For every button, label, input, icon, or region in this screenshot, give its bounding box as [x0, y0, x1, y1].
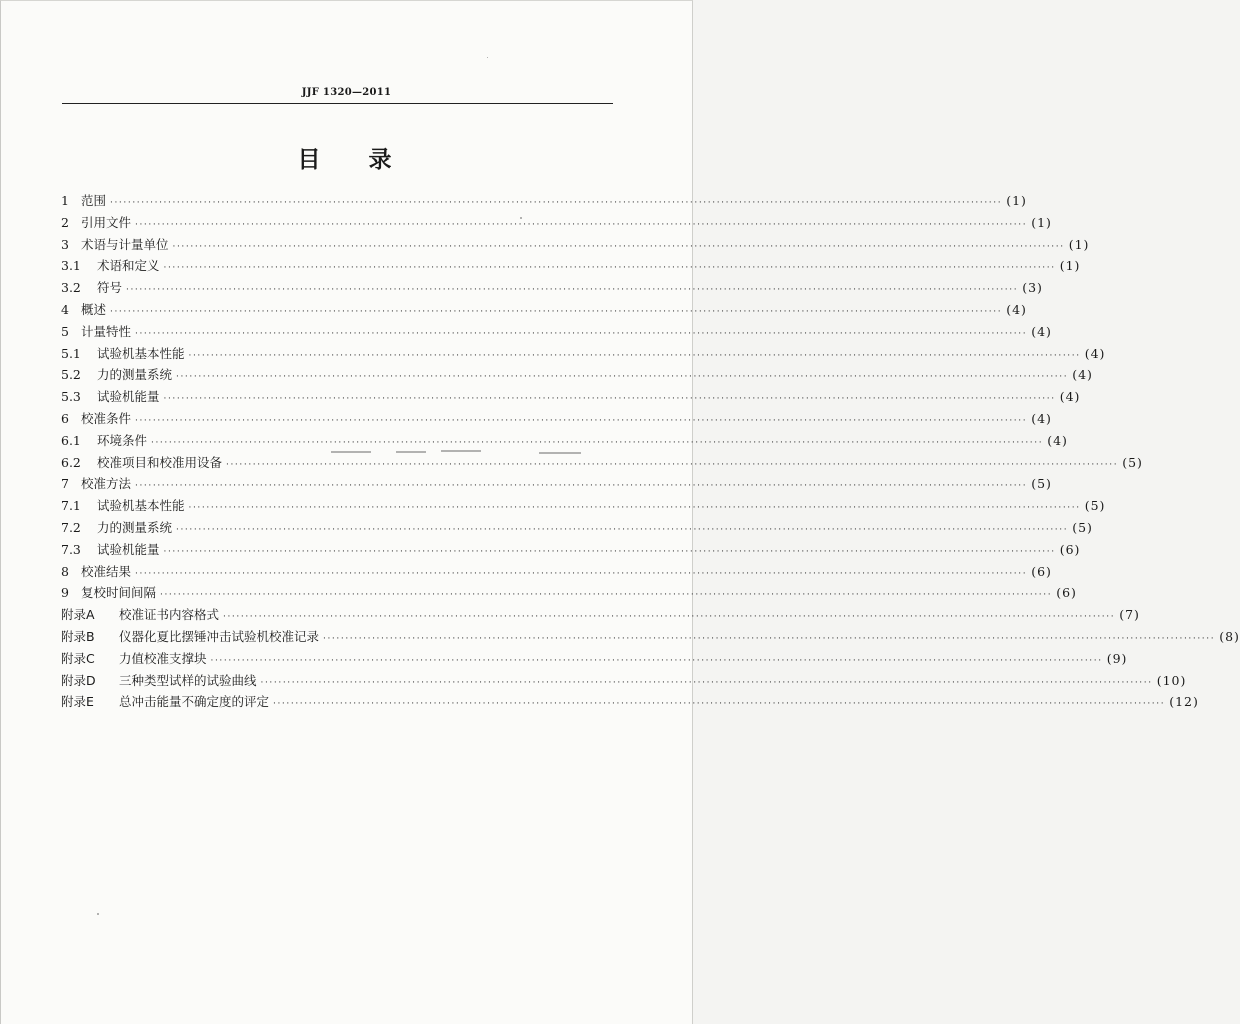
toc-leader-dots: ········································································································································································································ — [135, 219, 1028, 230]
toc-entry[interactable] — [61, 255, 1081, 277]
toc-entry[interactable] — [61, 343, 1106, 365]
toc-entry-page: (10) — [1156, 672, 1187, 688]
toc-entry-page: (4) — [1031, 410, 1052, 426]
toc-entry[interactable] — [61, 604, 1140, 626]
toc-entry-title: 校准结果 — [81, 563, 132, 579]
toc-leader-dots: ········································································································································································································ — [110, 198, 1003, 208]
toc-entry-page: (6) — [1056, 585, 1077, 601]
toc-entry-page: (6) — [1031, 563, 1052, 579]
toc-entry[interactable] — [61, 430, 1068, 452]
toc-leader-dots: ········································································································································································································ — [176, 372, 1069, 383]
scan-smudge — [441, 450, 481, 452]
toc-entry-page: (7) — [1119, 607, 1140, 623]
toc-entry-title: 试验机基本性能 — [97, 345, 185, 361]
toc-leader-dots: ········································································································································································································ — [160, 590, 1053, 601]
toc-entry-title: 三种类型试样的试验曲线 — [119, 672, 257, 688]
toc-entry-number: 附录C — [61, 650, 95, 666]
toc-entry-title: 总冲击能量不确定度的评定 — [119, 694, 270, 710]
toc-entry-page: (5) — [1122, 454, 1143, 470]
toc-entry-page: (1) — [1068, 236, 1090, 252]
toc-entry-page: (4) — [1084, 345, 1106, 361]
toc-entry-number: 6.2 — [61, 454, 81, 470]
toc-entry-title: 校准项目和校准用设备 — [97, 454, 223, 470]
toc-entry-title: 力的测量系统 — [97, 519, 173, 535]
toc-leader-dots: ········································································································································································································ — [226, 459, 1119, 470]
toc-entry-page: (5) — [1031, 476, 1052, 492]
scan-speck — [97, 913, 99, 915]
toc-entry-number: 6 — [61, 410, 69, 426]
toc-leader-dots: ········································································································································································································ — [210, 655, 1103, 666]
toc-entry[interactable] — [61, 670, 1187, 692]
toc-entry-number: 附录D — [61, 672, 96, 688]
toc-entry-number: 3 — [61, 236, 69, 252]
toc-entry[interactable] — [61, 386, 1081, 408]
scan-speck — [520, 217, 522, 219]
toc-entry-page: (12) — [1169, 694, 1199, 710]
toc-entry-number: 附录B — [61, 628, 95, 644]
toc-entry-number: 附录A — [61, 607, 95, 623]
toc-leader-dots: ········································································································································································································ — [188, 503, 1081, 514]
toc-leader-dots: ········································································································································································································ — [135, 415, 1028, 426]
toc-leader-dots: ········································································································································································································ — [176, 524, 1069, 535]
toc-entry-title: 试验机能量 — [97, 541, 160, 557]
toc-entry-title: 计量特性 — [81, 323, 132, 339]
toc-leader-dots: ········································································································································································································ — [163, 394, 1056, 405]
toc-entry-number: 3.2 — [61, 280, 81, 296]
toc-entry[interactable] — [61, 452, 1143, 474]
toc-leader-dots: ········································································································································································································ — [172, 241, 1065, 252]
toc-entry[interactable] — [61, 408, 1052, 430]
toc-entry-title: 试验机能量 — [97, 389, 160, 405]
toc-entry-title: 范围 — [81, 193, 107, 208]
toc-entry-number: 5.1 — [61, 345, 81, 361]
toc-entry-number: 7.2 — [61, 519, 81, 535]
toc-leader-dots: ········································································································································································································ — [135, 328, 1028, 339]
toc-leader-dots: ········································································································································································································ — [163, 263, 1056, 274]
toc-entry[interactable] — [61, 561, 1052, 583]
toc-entry-title: 力的测量系统 — [97, 367, 173, 383]
toc-entry-number: 5.3 — [61, 389, 81, 405]
toc-entry-number: 5 — [61, 323, 69, 339]
toc-entry-number: 7 — [61, 476, 69, 492]
toc-leader-dots: ········································································································································································································ — [260, 677, 1153, 688]
toc-entry-title: 环境条件 — [97, 432, 148, 448]
standard-code-header: JJF 1320—2011 — [301, 87, 392, 98]
toc-leader-dots: ········································································································································································································ — [135, 481, 1028, 492]
toc-entry-title: 仪器化夏比摆锤冲击试验机校准记录 — [119, 628, 320, 644]
toc-entry-title: 校准证书内容格式 — [119, 607, 220, 623]
toc-entry-number: 2 — [61, 214, 69, 230]
page-title: 目录 — [297, 147, 440, 173]
toc-entry-page: (1) — [1006, 193, 1027, 208]
toc-leader-dots: ········································································································································································································ — [126, 285, 1019, 296]
toc-entry-page: (5) — [1072, 519, 1093, 535]
toc-entry-number: 4 — [61, 301, 69, 317]
toc-entry[interactable] — [61, 648, 1128, 670]
toc-entry-number: 6.1 — [61, 432, 81, 448]
toc-entry[interactable] — [61, 364, 1093, 386]
toc-entry-page: (8) — [1219, 628, 1240, 644]
toc-leader-dots: ········································································································································································································ — [135, 568, 1028, 579]
toc-entry-number: 附录E — [61, 694, 94, 710]
toc-entry-title: 校准方法 — [81, 476, 132, 492]
toc-entry-number: 3.1 — [61, 258, 81, 274]
toc-entry-page: (5) — [1084, 498, 1106, 514]
toc-entry-page: (4) — [1006, 301, 1027, 317]
scan-speck — [487, 57, 488, 58]
header-rule — [62, 103, 613, 104]
toc-entry-title: 试验机基本性能 — [97, 498, 185, 514]
toc-entry-page: (6) — [1059, 541, 1081, 557]
toc-entry[interactable] — [61, 299, 1027, 321]
toc-entry-page: (3) — [1022, 280, 1043, 296]
toc-entry-page: (9) — [1106, 650, 1128, 666]
toc-entry-number: 7.3 — [61, 541, 81, 557]
toc-entry-title: 概述 — [81, 301, 107, 317]
toc-entry-title: 引用文件 — [81, 214, 132, 230]
toc-entry-number: 7.1 — [61, 498, 81, 514]
toc-entry[interactable] — [61, 212, 1052, 234]
toc-entry-page: (1) — [1059, 258, 1081, 274]
toc-entry[interactable] — [61, 626, 1240, 648]
toc-entry-title: 校准条件 — [81, 410, 132, 426]
toc-entry-title: 符号 — [97, 280, 123, 296]
toc-entry[interactable] — [61, 234, 1090, 256]
toc-leader-dots: ········································································································································································································ — [273, 699, 1166, 710]
toc-entry-page: (4) — [1031, 323, 1052, 339]
toc-entry[interactable] — [61, 473, 1052, 495]
toc-leader-dots: ········································································································································································································ — [223, 612, 1116, 623]
scan-smudge — [331, 451, 371, 453]
toc-leader-dots: ········································································································································································································ — [323, 633, 1216, 644]
toc-entry[interactable] — [61, 321, 1052, 343]
toc-leader-dots: ········································································································································································································ — [163, 546, 1056, 557]
toc-entry-number: 8 — [61, 563, 69, 579]
toc-entry-number: 1 — [61, 193, 69, 208]
toc-entry-page: (4) — [1072, 367, 1093, 383]
toc-entry-page: (4) — [1059, 389, 1081, 405]
toc-entry[interactable] — [61, 539, 1081, 561]
toc-entry[interactable] — [61, 190, 1027, 212]
toc-entry-number: 9 — [61, 585, 69, 601]
toc-entry-number: 5.2 — [61, 367, 81, 383]
toc-entry[interactable] — [61, 582, 1077, 604]
toc-leader-dots: ········································································································································································································ — [188, 350, 1081, 361]
toc-entry-title: 术语与计量单位 — [81, 236, 169, 252]
toc-entry-title: 术语和定义 — [97, 258, 160, 274]
toc-entry-page: (1) — [1031, 214, 1052, 230]
toc-entry-page: (4) — [1047, 432, 1068, 448]
toc-entry-title: 力值校准支撑块 — [119, 650, 207, 666]
toc-leader-dots: ········································································································································································································ — [151, 437, 1044, 448]
scan-smudge — [539, 452, 581, 454]
toc-entry[interactable] — [61, 277, 1043, 299]
toc-entry[interactable] — [61, 495, 1106, 517]
toc-entry[interactable] — [61, 517, 1093, 539]
toc-entry[interactable] — [61, 691, 1199, 713]
toc-entry-title: 复校时间间隔 — [81, 585, 157, 601]
toc-leader-dots: ········································································································································································································ — [110, 306, 1003, 317]
scan-smudge — [396, 451, 426, 453]
